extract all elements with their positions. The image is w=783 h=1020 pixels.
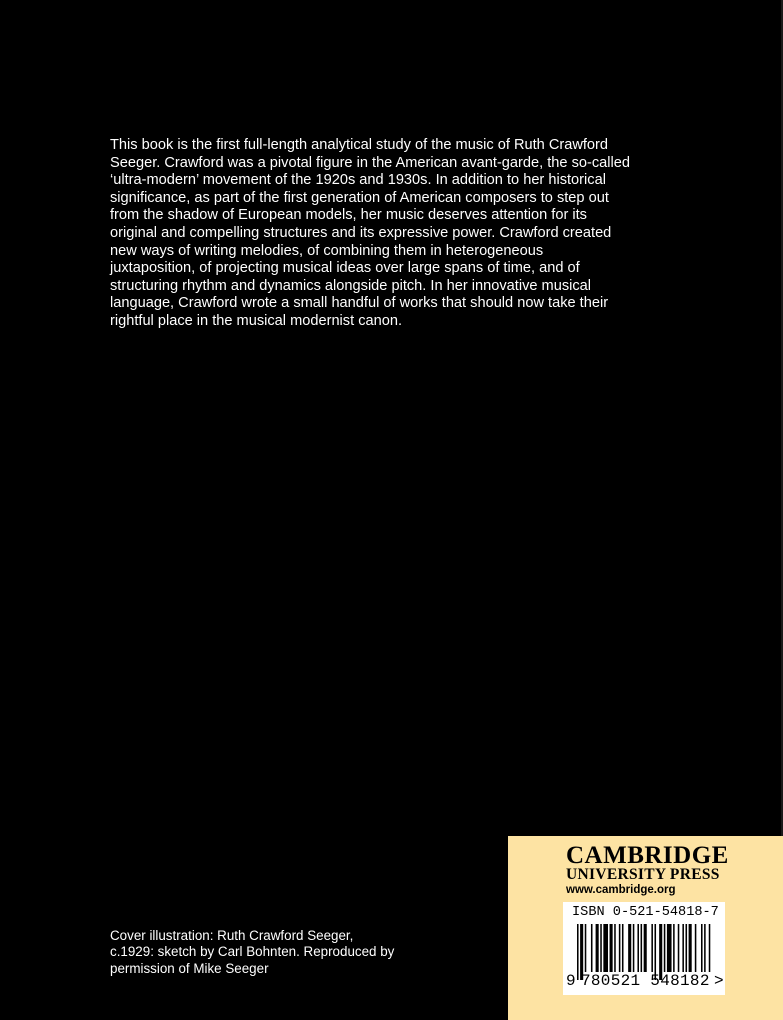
publisher-logo-name: CAMBRIDGE <box>566 842 729 869</box>
publisher-logo-press: UNIVERSITY PRESS <box>566 866 720 883</box>
barcode-bar <box>651 924 653 972</box>
barcode-bar <box>622 924 624 972</box>
barcode-bar <box>585 924 587 972</box>
barcode-bar <box>633 924 635 972</box>
cover-credit: Cover illustration: Ruth Crawford Seeger, c.1929: sketch by Carl Bohnten. Reproduced by permission of Mike Seeger <box>110 928 395 976</box>
barcode-bar <box>686 924 688 972</box>
barcode-bar <box>689 924 692 972</box>
barcode-bar <box>591 924 593 972</box>
barcode-bar <box>596 924 599 972</box>
barcode-bar <box>664 924 666 972</box>
barcode-bar <box>577 924 579 980</box>
barcode-bar <box>644 924 647 972</box>
barcode-bar <box>678 924 680 972</box>
barcode-bar <box>600 924 602 972</box>
barcode-bar <box>603 924 608 972</box>
barcode-bar <box>682 924 684 972</box>
barcode-bar <box>704 924 706 972</box>
barcode-end-mark: > <box>714 972 724 990</box>
barcode-first-digit: 9 <box>566 972 576 990</box>
barcode-bar <box>695 924 697 972</box>
blurb-text: This book is the first full-length analytical study of the music of Ruth Crawford Seeger. Crawford was a pivotal figure in the American avant-garde, the so-called ‘ultra-modern’ movement of the 1920s and 1930s. In addition to her historical significance, as part of the first generation of American composers to step out from the shadow of European models, her music deserves attention for its original and compelling structures and its expressive power. Crawford created new ways of writing melodies, of combining them in heterogeneous juxtaposition, of projecting musical ideas over large spans of time, and of structuring rhythm and dynamics alongside pitch. In her innovative musical language, Crawford wrote a small handful of works that should now take their rightful place in the musical modernist canon. <box>110 137 630 329</box>
barcode-bar <box>614 924 616 972</box>
publisher-panel <box>508 836 783 1020</box>
barcode-bar <box>628 924 631 972</box>
publisher-url: www.cambridge.org <box>566 884 676 896</box>
barcode-bar <box>673 924 675 972</box>
isbn-label: ISBN 0-521-54818-7 <box>572 905 719 920</box>
barcode-bar <box>637 924 639 972</box>
barcode-bar <box>667 924 672 972</box>
barcode-bar <box>610 924 613 972</box>
barcode-bar <box>709 924 711 972</box>
barcode-digits: 780521 548182 <box>581 972 710 990</box>
barcode <box>563 902 725 995</box>
barcode-bar <box>701 924 703 972</box>
barcode-bar <box>641 924 643 972</box>
barcode-bar <box>619 924 621 972</box>
